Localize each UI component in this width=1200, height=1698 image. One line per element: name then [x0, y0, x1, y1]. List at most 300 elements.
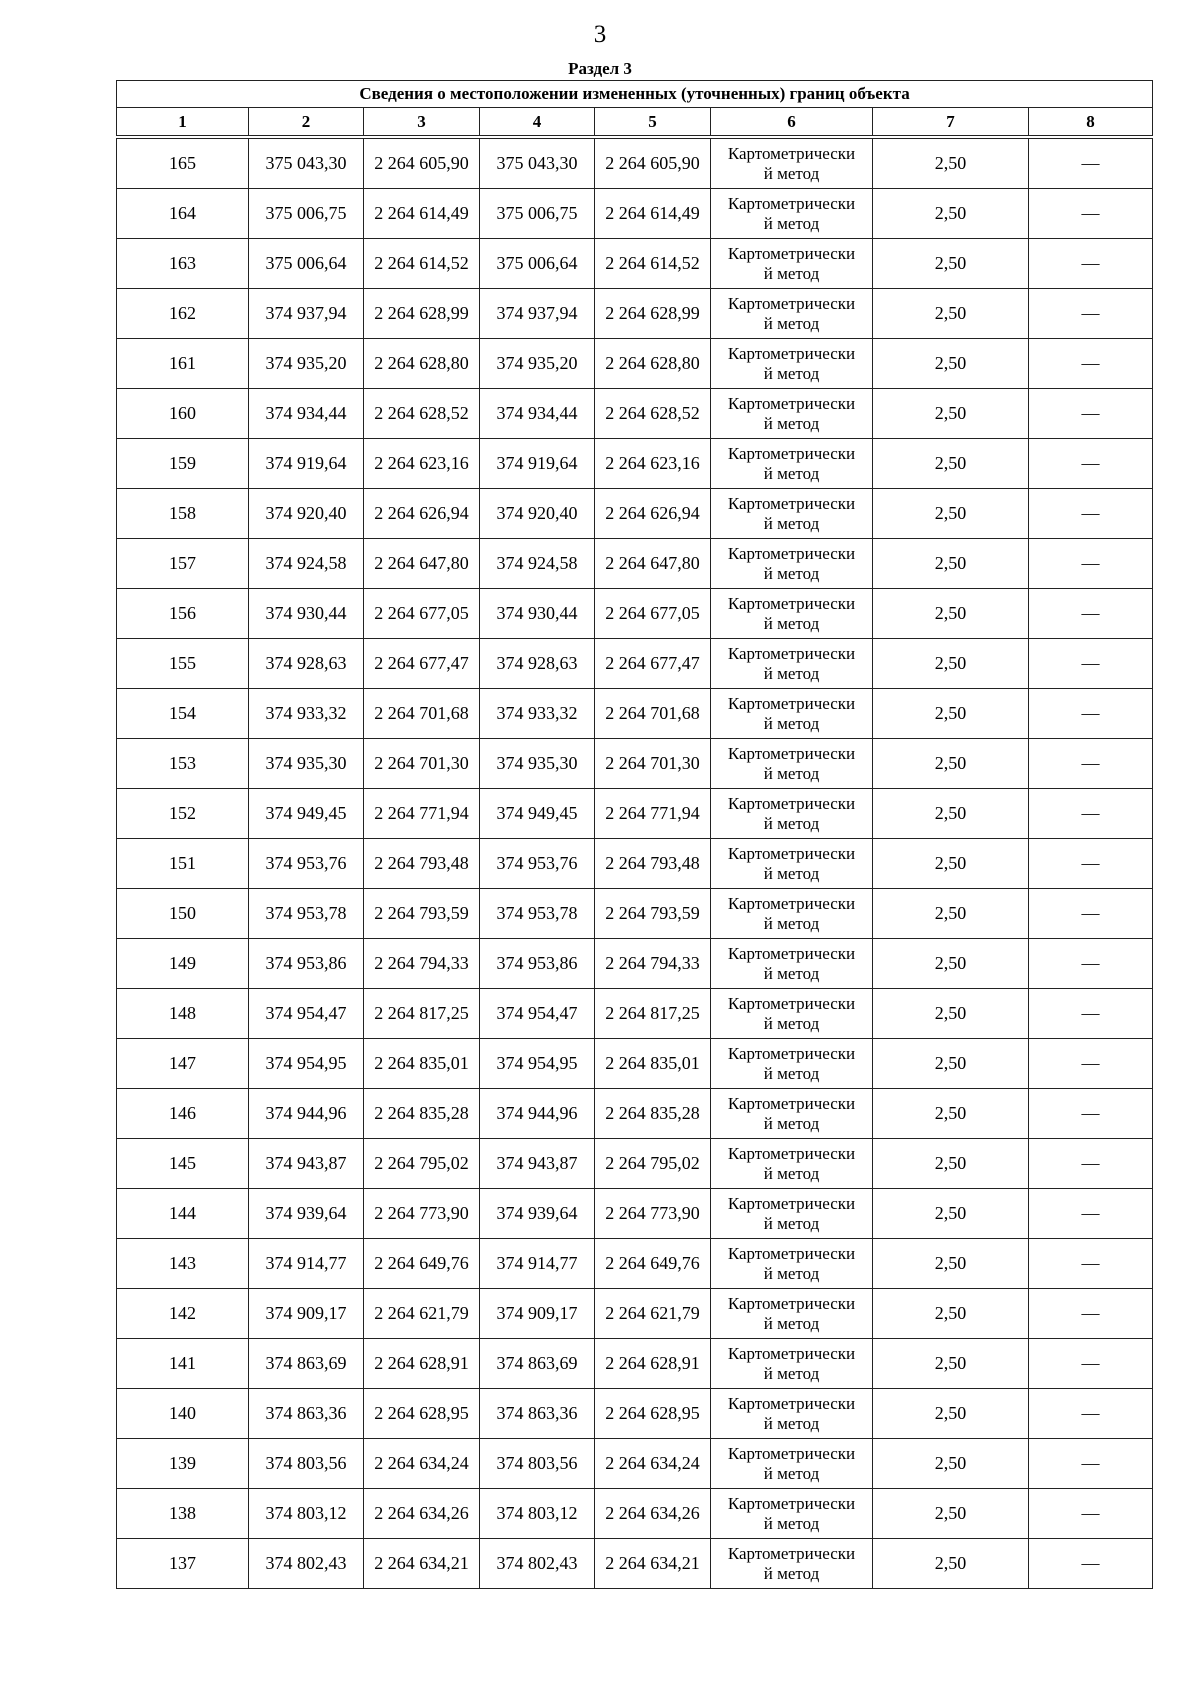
y-existing-cell: 2 264 623,16 [364, 439, 480, 489]
method-line-2: й метод [763, 1163, 820, 1183]
x-existing-cell: 374 939,64 [249, 1189, 364, 1239]
y-existing-cell: 2 264 677,47 [364, 639, 480, 689]
x-existing-cell: 374 928,63 [249, 639, 364, 689]
method-line-2: й метод [763, 763, 820, 783]
y-refined-cell: 2 264 605,90 [595, 139, 711, 189]
accuracy-cell: 2,50 [873, 289, 1029, 339]
method-line-2: й метод [763, 1063, 820, 1083]
method-line-1: Картометрически [727, 1243, 856, 1263]
note-cell: — [1029, 1089, 1153, 1139]
method-line-1: Картометрически [727, 1293, 856, 1313]
column-number: 8 [1029, 108, 1153, 136]
accuracy-cell: 2,50 [873, 539, 1029, 589]
y-refined-cell: 2 264 623,16 [595, 439, 711, 489]
y-existing-cell: 2 264 649,76 [364, 1239, 480, 1289]
x-existing-cell: 374 930,44 [249, 589, 364, 639]
method-line-2: й метод [763, 1263, 820, 1283]
note-cell: — [1029, 789, 1153, 839]
method-line-1: Картометрически [727, 1143, 856, 1163]
note-cell: — [1029, 289, 1153, 339]
method-line-2: й метод [763, 163, 820, 183]
y-existing-cell: 2 264 794,33 [364, 939, 480, 989]
method-cell [711, 839, 873, 889]
method-cell [711, 189, 873, 239]
table-row [117, 1489, 1153, 1539]
method-line-1: Картометрически [727, 843, 856, 863]
note-cell: — [1029, 1489, 1153, 1539]
accuracy-cell: 2,50 [873, 1189, 1029, 1239]
x-existing-cell: 374 914,77 [249, 1239, 364, 1289]
point-number-cell: 161 [117, 339, 249, 389]
method-line-1: Картометрически [727, 793, 856, 813]
note-cell: — [1029, 839, 1153, 889]
point-number-cell: 162 [117, 289, 249, 339]
x-refined-cell: 374 935,30 [480, 739, 595, 789]
note-cell: — [1029, 189, 1153, 239]
note-cell: — [1029, 1389, 1153, 1439]
x-existing-cell: 374 863,69 [249, 1339, 364, 1389]
method-cell [711, 1039, 873, 1089]
x-existing-cell: 374 934,44 [249, 389, 364, 439]
table-row [117, 339, 1153, 389]
point-number-cell: 164 [117, 189, 249, 239]
table-row [117, 1139, 1153, 1189]
table-row [117, 139, 1153, 189]
method-cell [711, 489, 873, 539]
method-line-2: й метод [763, 1113, 820, 1133]
method-cell [711, 1539, 873, 1589]
method-cell [711, 439, 873, 489]
method-line-1: Картометрически [727, 1193, 856, 1213]
method-cell [711, 739, 873, 789]
y-existing-cell: 2 264 835,28 [364, 1089, 480, 1139]
accuracy-cell: 2,50 [873, 889, 1029, 939]
y-existing-cell: 2 264 677,05 [364, 589, 480, 639]
y-refined-cell: 2 264 634,26 [595, 1489, 711, 1539]
x-refined-cell: 374 954,47 [480, 989, 595, 1039]
column-number: 6 [711, 108, 873, 136]
x-refined-cell: 374 863,36 [480, 1389, 595, 1439]
method-line-2: й метод [763, 863, 820, 883]
method-line-1: Картометрически [727, 293, 856, 313]
x-existing-cell: 374 919,64 [249, 439, 364, 489]
method-cell [711, 789, 873, 839]
x-existing-cell: 374 803,12 [249, 1489, 364, 1539]
x-existing-cell: 375 006,64 [249, 239, 364, 289]
accuracy-cell: 2,50 [873, 739, 1029, 789]
method-cell [711, 1139, 873, 1189]
x-existing-cell: 374 924,58 [249, 539, 364, 589]
method-line-1: Картометрически [727, 1093, 856, 1113]
y-refined-cell: 2 264 614,49 [595, 189, 711, 239]
note-cell: — [1029, 939, 1153, 989]
note-cell: — [1029, 239, 1153, 289]
method-line-2: й метод [763, 513, 820, 533]
x-refined-cell: 374 944,96 [480, 1089, 595, 1139]
point-number-cell: 157 [117, 539, 249, 589]
y-existing-cell: 2 264 621,79 [364, 1289, 480, 1339]
method-line-1: Картометрически [727, 343, 856, 363]
method-line-1: Картометрически [727, 1443, 856, 1463]
method-line-2: й метод [763, 663, 820, 683]
table-row [117, 1039, 1153, 1089]
accuracy-cell: 2,50 [873, 639, 1029, 689]
accuracy-cell: 2,50 [873, 1139, 1029, 1189]
x-refined-cell: 374 920,40 [480, 489, 595, 539]
method-line-2: й метод [763, 1513, 820, 1533]
column-number: 3 [364, 108, 480, 136]
point-number-cell: 140 [117, 1389, 249, 1439]
note-cell: — [1029, 439, 1153, 489]
method-line-1: Картометрически [727, 143, 856, 163]
method-line-1: Картометрически [727, 643, 856, 663]
note-cell: — [1029, 689, 1153, 739]
table-row [117, 639, 1153, 689]
accuracy-cell: 2,50 [873, 1439, 1029, 1489]
x-refined-cell: 374 953,76 [480, 839, 595, 889]
table-caption: Сведения о местоположении измененных (уточненных) границ объекта [117, 81, 1153, 108]
method-cell [711, 689, 873, 739]
accuracy-cell: 2,50 [873, 1339, 1029, 1389]
point-number-cell: 139 [117, 1439, 249, 1489]
accuracy-cell: 2,50 [873, 239, 1029, 289]
table-row [117, 1189, 1153, 1239]
y-existing-cell: 2 264 628,52 [364, 389, 480, 439]
y-refined-cell: 2 264 794,33 [595, 939, 711, 989]
method-line-2: й метод [763, 613, 820, 633]
y-existing-cell: 2 264 614,52 [364, 239, 480, 289]
x-existing-cell: 374 920,40 [249, 489, 364, 539]
note-cell: — [1029, 389, 1153, 439]
point-number-cell: 146 [117, 1089, 249, 1139]
point-number-cell: 148 [117, 989, 249, 1039]
table-row [117, 789, 1153, 839]
method-line-2: й метод [763, 1413, 820, 1433]
method-line-2: й метод [763, 963, 820, 983]
point-number-cell: 147 [117, 1039, 249, 1089]
x-existing-cell: 374 944,96 [249, 1089, 364, 1139]
note-cell: — [1029, 1039, 1153, 1089]
x-refined-cell: 374 863,69 [480, 1339, 595, 1389]
method-cell [711, 539, 873, 589]
y-existing-cell: 2 264 701,30 [364, 739, 480, 789]
column-number-row [117, 108, 1153, 136]
x-refined-cell: 374 949,45 [480, 789, 595, 839]
point-number-cell: 138 [117, 1489, 249, 1539]
method-line-1: Картометрически [727, 543, 856, 563]
x-refined-cell: 374 803,12 [480, 1489, 595, 1539]
accuracy-cell: 2,50 [873, 1089, 1029, 1139]
y-refined-cell: 2 264 771,94 [595, 789, 711, 839]
method-cell [711, 589, 873, 639]
section-title: Раздел 3 [568, 59, 632, 78]
y-existing-cell: 2 264 701,68 [364, 689, 480, 739]
point-number-cell: 163 [117, 239, 249, 289]
method-cell [711, 1339, 873, 1389]
method-line-1: Картометрически [727, 193, 856, 213]
method-line-2: й метод [763, 463, 820, 483]
x-existing-cell: 374 933,32 [249, 689, 364, 739]
method-line-2: й метод [763, 313, 820, 333]
x-existing-cell: 374 953,86 [249, 939, 364, 989]
table-row [117, 439, 1153, 489]
point-number-cell: 156 [117, 589, 249, 639]
accuracy-cell: 2,50 [873, 789, 1029, 839]
x-refined-cell: 375 006,64 [480, 239, 595, 289]
y-existing-cell: 2 264 793,59 [364, 889, 480, 939]
method-line-2: й метод [763, 413, 820, 433]
note-cell: — [1029, 589, 1153, 639]
y-existing-cell: 2 264 634,24 [364, 1439, 480, 1489]
method-cell [711, 339, 873, 389]
method-line-1: Картометрически [727, 393, 856, 413]
method-line-1: Картометрически [727, 993, 856, 1013]
x-existing-cell: 374 953,76 [249, 839, 364, 889]
x-refined-cell: 374 803,56 [480, 1439, 595, 1489]
method-cell [711, 1389, 873, 1439]
y-refined-cell: 2 264 835,28 [595, 1089, 711, 1139]
point-number-cell: 151 [117, 839, 249, 889]
note-cell: — [1029, 489, 1153, 539]
table-row [117, 239, 1153, 289]
y-existing-cell: 2 264 817,25 [364, 989, 480, 1039]
table-row [117, 389, 1153, 439]
accuracy-cell: 2,50 [873, 339, 1029, 389]
point-number-cell: 159 [117, 439, 249, 489]
x-refined-cell: 374 924,58 [480, 539, 595, 589]
x-existing-cell: 374 935,30 [249, 739, 364, 789]
method-line-1: Картометрически [727, 1043, 856, 1063]
accuracy-cell: 2,50 [873, 1289, 1029, 1339]
x-existing-cell: 374 935,20 [249, 339, 364, 389]
x-existing-cell: 374 943,87 [249, 1139, 364, 1189]
y-refined-cell: 2 264 795,02 [595, 1139, 711, 1189]
x-existing-cell: 374 953,78 [249, 889, 364, 939]
method-cell [711, 1289, 873, 1339]
method-line-1: Картометрически [727, 493, 856, 513]
method-cell [711, 1239, 873, 1289]
table-row [117, 839, 1153, 889]
x-refined-cell: 374 939,64 [480, 1189, 595, 1239]
accuracy-cell: 2,50 [873, 1539, 1029, 1589]
x-refined-cell: 374 943,87 [480, 1139, 595, 1189]
method-line-2: й метод [763, 1463, 820, 1483]
column-number: 2 [249, 108, 364, 136]
accuracy-cell: 2,50 [873, 489, 1029, 539]
y-refined-cell: 2 264 628,95 [595, 1389, 711, 1439]
x-refined-cell: 374 930,44 [480, 589, 595, 639]
note-cell: — [1029, 989, 1153, 1039]
x-refined-cell: 375 006,75 [480, 189, 595, 239]
x-refined-cell: 374 937,94 [480, 289, 595, 339]
x-refined-cell: 374 934,44 [480, 389, 595, 439]
note-cell: — [1029, 1439, 1153, 1489]
method-cell [711, 289, 873, 339]
x-existing-cell: 374 954,47 [249, 989, 364, 1039]
accuracy-cell: 2,50 [873, 589, 1029, 639]
y-existing-cell: 2 264 628,95 [364, 1389, 480, 1439]
table-row [117, 1439, 1153, 1489]
y-existing-cell: 2 264 634,26 [364, 1489, 480, 1539]
method-line-2: й метод [763, 1013, 820, 1033]
y-refined-cell: 2 264 628,52 [595, 389, 711, 439]
column-number: 7 [873, 108, 1029, 136]
method-cell [711, 139, 873, 189]
point-number-cell: 160 [117, 389, 249, 439]
accuracy-cell: 2,50 [873, 689, 1029, 739]
y-refined-cell: 2 264 649,76 [595, 1239, 711, 1289]
point-number-cell: 165 [117, 139, 249, 189]
point-number-cell: 143 [117, 1239, 249, 1289]
method-line-1: Картометрически [727, 693, 856, 713]
note-cell: — [1029, 339, 1153, 389]
y-refined-cell: 2 264 634,24 [595, 1439, 711, 1489]
method-cell [711, 239, 873, 289]
method-cell [711, 1089, 873, 1139]
method-cell [711, 1489, 873, 1539]
table-row [117, 1389, 1153, 1439]
method-cell [711, 989, 873, 1039]
y-refined-cell: 2 264 626,94 [595, 489, 711, 539]
table-row [117, 1089, 1153, 1139]
method-line-2: й метод [763, 263, 820, 283]
point-number-cell: 149 [117, 939, 249, 989]
table-row [117, 939, 1153, 989]
table-row [117, 739, 1153, 789]
method-line-1: Картометрически [727, 743, 856, 763]
x-existing-cell: 375 043,30 [249, 139, 364, 189]
y-existing-cell: 2 264 626,94 [364, 489, 480, 539]
x-existing-cell: 374 937,94 [249, 289, 364, 339]
x-existing-cell: 374 803,56 [249, 1439, 364, 1489]
y-refined-cell: 2 264 621,79 [595, 1289, 711, 1339]
table-row [117, 889, 1153, 939]
accuracy-cell: 2,50 [873, 189, 1029, 239]
y-existing-cell: 2 264 628,99 [364, 289, 480, 339]
coordinates-table [116, 80, 1153, 1589]
note-cell: — [1029, 889, 1153, 939]
method-line-2: й метод [763, 1563, 820, 1583]
method-line-2: й метод [763, 813, 820, 833]
method-line-1: Картометрически [727, 893, 856, 913]
point-number-cell: 145 [117, 1139, 249, 1189]
accuracy-cell: 2,50 [873, 1389, 1029, 1439]
column-number: 4 [480, 108, 595, 136]
method-line-2: й метод [763, 363, 820, 383]
y-refined-cell: 2 264 677,05 [595, 589, 711, 639]
accuracy-cell: 2,50 [873, 1239, 1029, 1289]
accuracy-cell: 2,50 [873, 139, 1029, 189]
x-refined-cell: 374 909,17 [480, 1289, 595, 1339]
accuracy-cell: 2,50 [873, 1039, 1029, 1089]
method-line-1: Картометрически [727, 1493, 856, 1513]
method-line-1: Картометрически [727, 443, 856, 463]
y-existing-cell: 2 264 634,21 [364, 1539, 480, 1589]
method-cell [711, 889, 873, 939]
method-cell [711, 1439, 873, 1489]
y-existing-cell: 2 264 795,02 [364, 1139, 480, 1189]
y-refined-cell: 2 264 701,30 [595, 739, 711, 789]
point-number-cell: 150 [117, 889, 249, 939]
method-cell [711, 1189, 873, 1239]
note-cell: — [1029, 1139, 1153, 1189]
table-row [117, 1239, 1153, 1289]
table-row [117, 539, 1153, 589]
x-refined-cell: 374 953,78 [480, 889, 595, 939]
note-cell: — [1029, 639, 1153, 689]
method-line-1: Картометрически [727, 593, 856, 613]
x-existing-cell: 375 006,75 [249, 189, 364, 239]
y-existing-cell: 2 264 614,49 [364, 189, 480, 239]
y-refined-cell: 2 264 614,52 [595, 239, 711, 289]
page-number: 3 [593, 21, 607, 48]
table-row [117, 489, 1153, 539]
y-refined-cell: 2 264 793,59 [595, 889, 711, 939]
table-row [117, 1289, 1153, 1339]
accuracy-cell: 2,50 [873, 439, 1029, 489]
y-refined-cell: 2 264 634,21 [595, 1539, 711, 1589]
method-line-2: й метод [763, 1363, 820, 1383]
column-number: 1 [117, 108, 249, 136]
y-existing-cell: 2 264 771,94 [364, 789, 480, 839]
method-line-1: Картометрически [727, 1543, 856, 1563]
y-existing-cell: 2 264 647,80 [364, 539, 480, 589]
accuracy-cell: 2,50 [873, 989, 1029, 1039]
method-line-2: й метод [763, 713, 820, 733]
y-refined-cell: 2 264 647,80 [595, 539, 711, 589]
x-refined-cell: 374 802,43 [480, 1539, 595, 1589]
method-line-2: й метод [763, 913, 820, 933]
y-existing-cell: 2 264 773,90 [364, 1189, 480, 1239]
table-row [117, 289, 1153, 339]
table-row [117, 989, 1153, 1039]
accuracy-cell: 2,50 [873, 1489, 1029, 1539]
point-number-cell: 154 [117, 689, 249, 739]
point-number-cell: 141 [117, 1339, 249, 1389]
note-cell: — [1029, 1539, 1153, 1589]
x-existing-cell: 374 909,17 [249, 1289, 364, 1339]
note-cell: — [1029, 139, 1153, 189]
method-line-2: й метод [763, 1213, 820, 1233]
y-existing-cell: 2 264 793,48 [364, 839, 480, 889]
point-number-cell: 155 [117, 639, 249, 689]
accuracy-cell: 2,50 [873, 389, 1029, 439]
y-refined-cell: 2 264 817,25 [595, 989, 711, 1039]
table-row [117, 1339, 1153, 1389]
table-row [117, 1539, 1153, 1589]
point-number-cell: 158 [117, 489, 249, 539]
y-refined-cell: 2 264 677,47 [595, 639, 711, 689]
method-line-1: Картометрически [727, 243, 856, 263]
table-row [117, 589, 1153, 639]
y-refined-cell: 2 264 701,68 [595, 689, 711, 739]
y-existing-cell: 2 264 628,91 [364, 1339, 480, 1389]
method-line-2: й метод [763, 1313, 820, 1333]
accuracy-cell: 2,50 [873, 939, 1029, 989]
note-cell: — [1029, 739, 1153, 789]
accuracy-cell: 2,50 [873, 839, 1029, 889]
point-number-cell: 137 [117, 1539, 249, 1589]
x-refined-cell: 374 914,77 [480, 1239, 595, 1289]
note-cell: — [1029, 1289, 1153, 1339]
x-refined-cell: 374 954,95 [480, 1039, 595, 1089]
x-refined-cell: 374 919,64 [480, 439, 595, 489]
method-line-1: Картометрически [727, 1393, 856, 1413]
y-refined-cell: 2 264 628,99 [595, 289, 711, 339]
note-cell: — [1029, 539, 1153, 589]
x-refined-cell: 374 935,20 [480, 339, 595, 389]
y-existing-cell: 2 264 628,80 [364, 339, 480, 389]
